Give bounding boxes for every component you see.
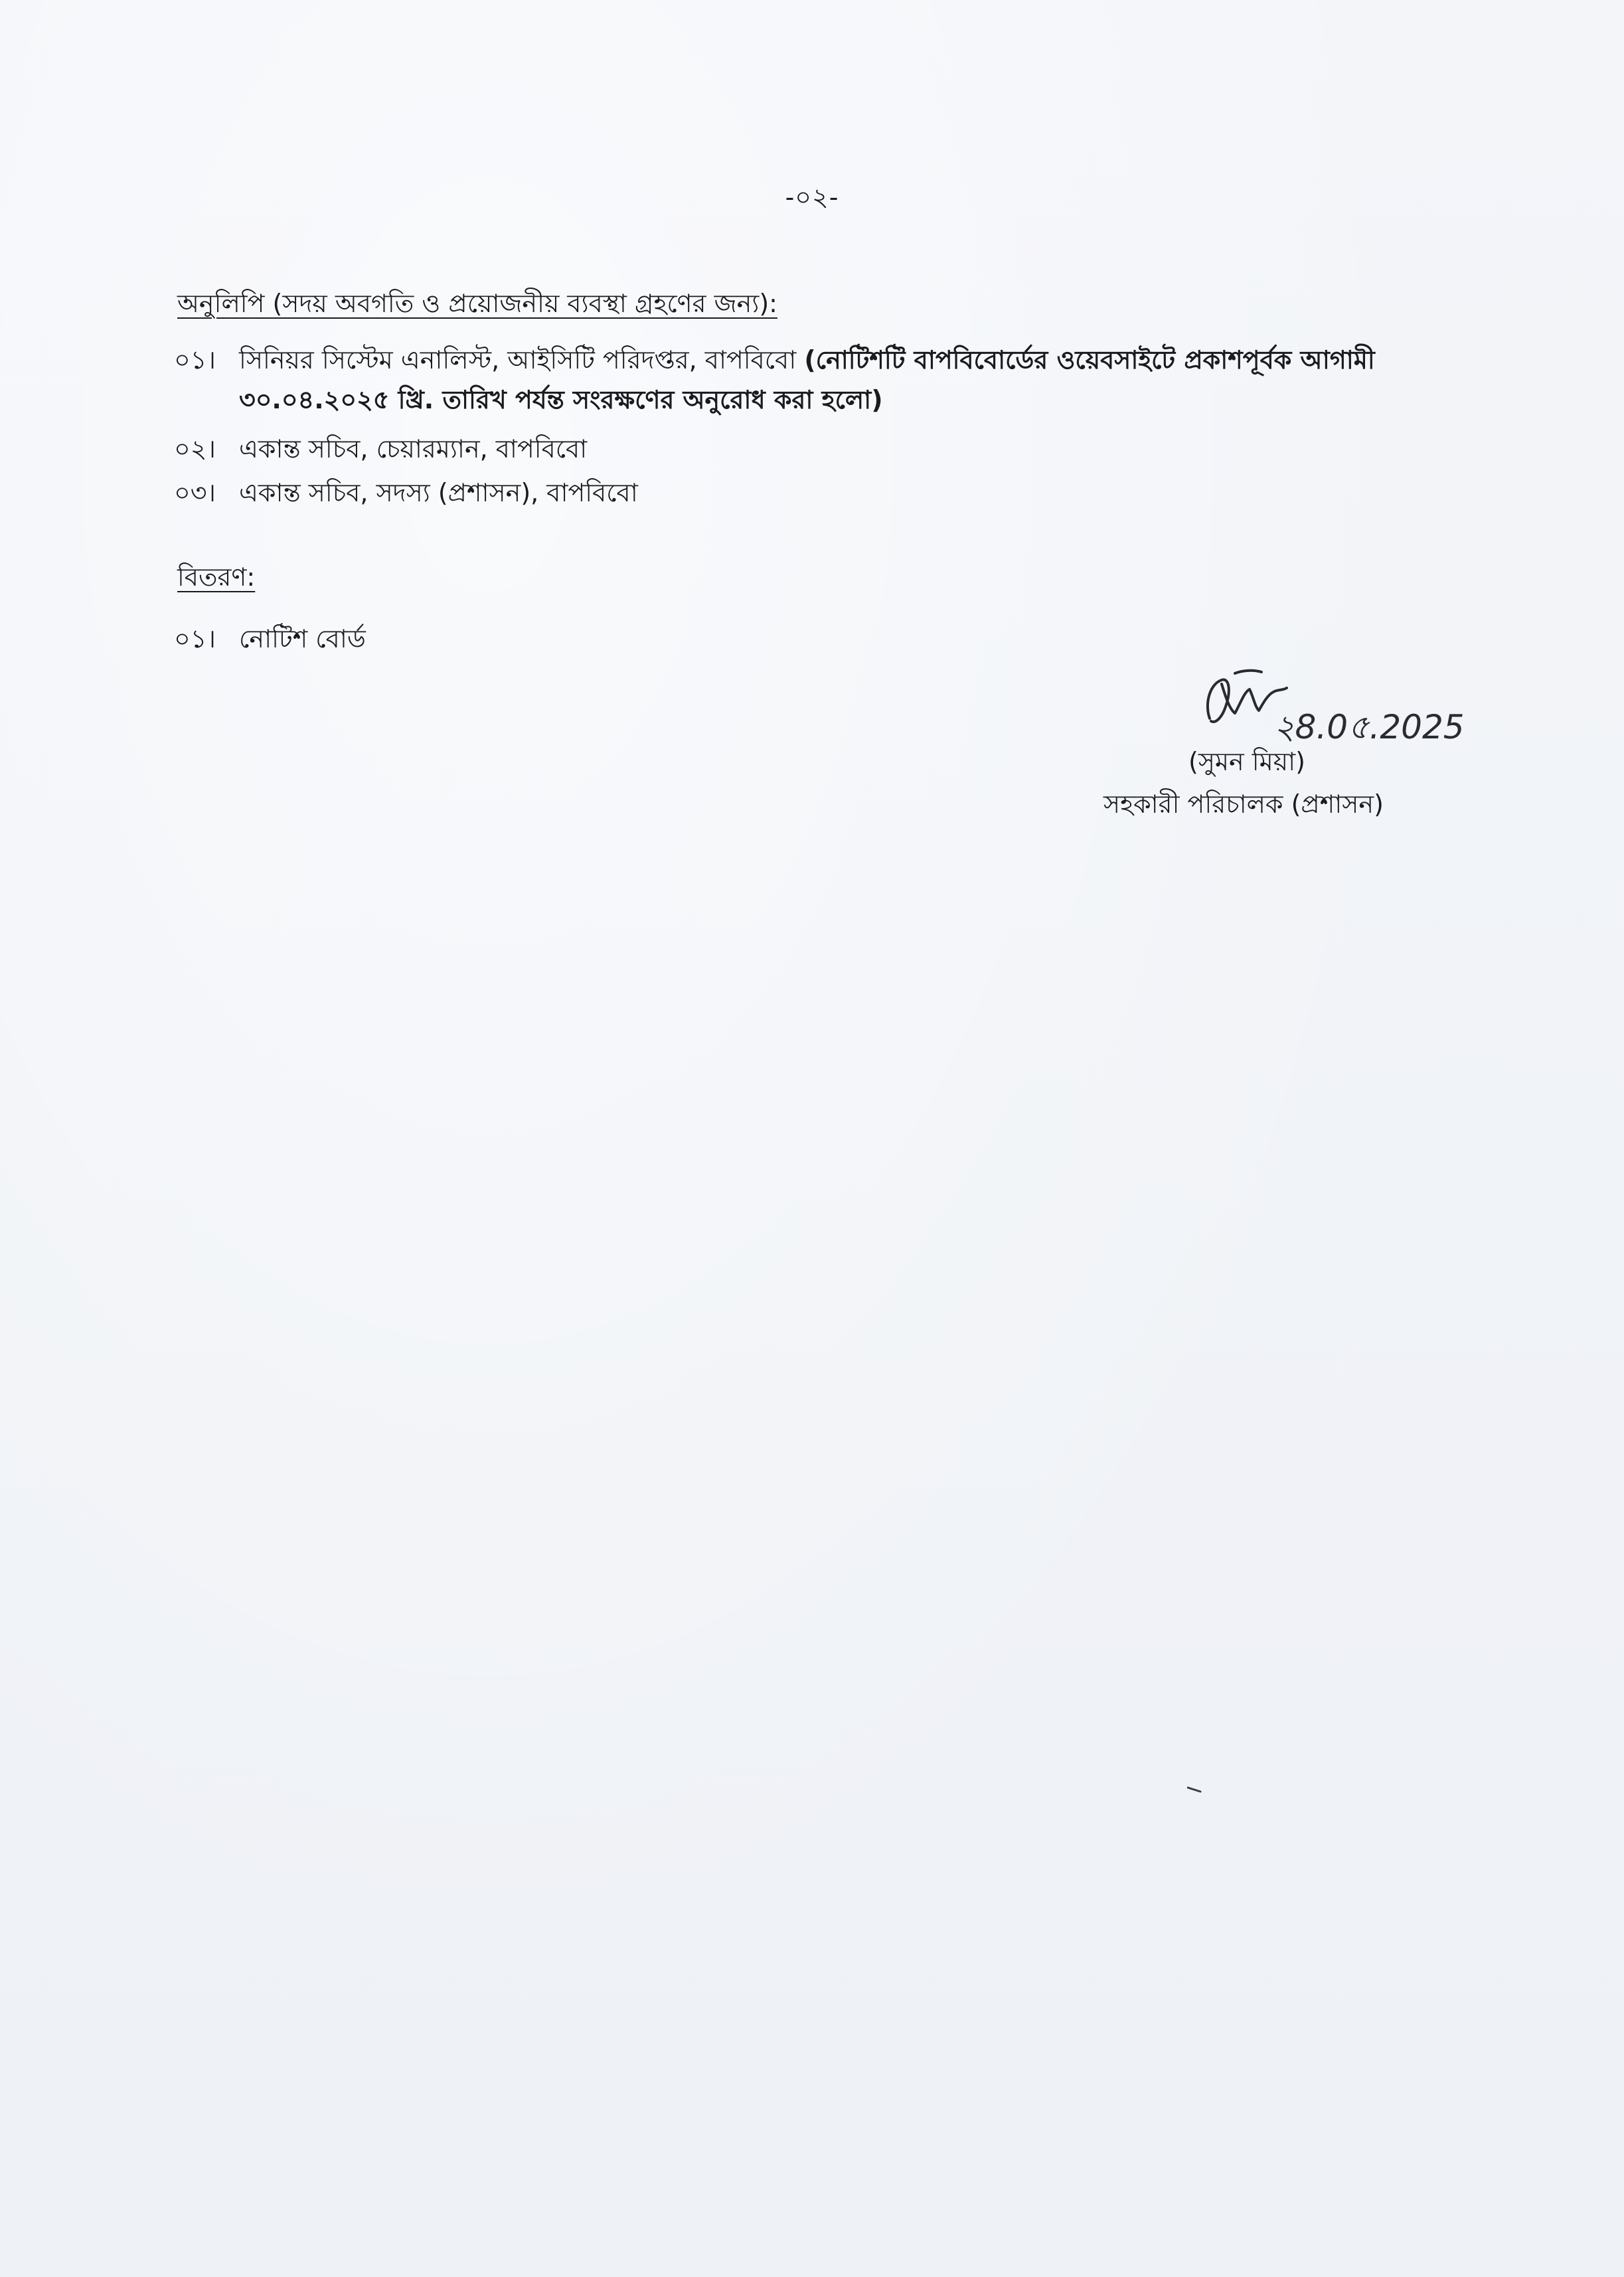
copy-list-item <box>174 473 1455 513</box>
copy-item-text: সিনিয়র সিস্টেম এনালিস্ট, আইসিটি পরিদপ্তর, বাপবিবো <box>239 345 797 375</box>
ink-speck <box>1187 1786 1202 1793</box>
copy-item-text: একান্ত সচিব, সদস্য (প্রশাসন), বাপবিবো <box>239 478 638 507</box>
signer-name: (সুমন মিয়া) <box>1188 747 1305 776</box>
page-number: -০২- <box>785 183 839 212</box>
copy-item-number: ০১। <box>174 345 216 375</box>
signer-designation: সহকারী পরিচালক (প্রশাসন) <box>1103 790 1384 819</box>
distribution-item-number: ০১। <box>174 624 216 653</box>
distribution-item-text: নোটিশ বোর্ড <box>239 624 366 653</box>
signature-date: ২8.0৫.2025 <box>1273 708 1465 746</box>
copy-item-number: ০৩। <box>174 478 216 507</box>
copy-list-item <box>174 340 1455 420</box>
distribution-section-title: বিতরণ: <box>177 562 256 592</box>
copy-item-note: (নোটিশটি বাপবিবোর্ডের ওয়েবসাইটে প্রকাশপূর্বক আগামী ৩০.০৪.২০২৫ খ্রি. তারিখ পর্যন্ত সংরক্ষণের অনুরোধ করা হলো) <box>239 345 1375 414</box>
copy-item-number: ০২। <box>174 434 216 464</box>
handwritten-signature <box>1195 657 1487 750</box>
copy-item-text: একান্ত সচিব, চেয়ারম্যান, বাপবিবো <box>239 434 588 464</box>
copy-item-body <box>239 340 1455 420</box>
copies-section-title: অনুলিপি (সদয় অবগতি ও প্রয়োজনীয় ব্যবস্থা গ্রহণের জন্য): <box>177 289 777 318</box>
copy-list-item <box>174 429 1455 469</box>
distribution-list-item <box>174 619 1455 659</box>
